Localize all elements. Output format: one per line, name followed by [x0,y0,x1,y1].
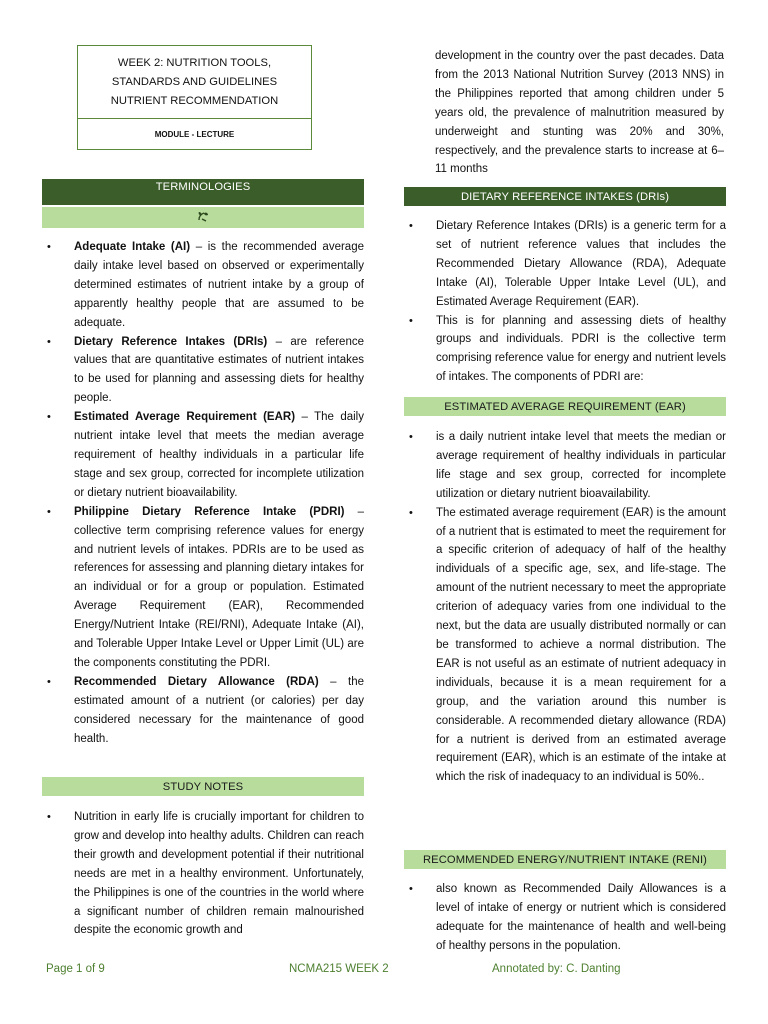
term-name: Adequate Intake (AI) [74,241,191,253]
term-definition: – are reference values that are quantitative estimates of nutrient intakes to be used for planning and assessing diets for healthy people. [74,335,364,405]
bullet-text: also known as Recommended Daily Allowances is a level of intake of energy or nutrient which is considered adequate for the maintenance of health and well-being of healthy persons in the population. [436,883,726,952]
bullet-icon: • [409,506,413,519]
dri-header [404,187,726,206]
bullet-text: Nutrition in early life is crucially important for children to grow and develop into healthy adults. Children can reach their growth and development potential if their nutritional needs are met in a healthy environment. Unfortunately, the Philippines is one of the countries in the world where a significant number of children remain malnourished despite the economic growth and [74,811,364,937]
continuation-paragraph: development in the country over the past decades. Data from the 2013 National Nutrition Survey (2013 NNS) in the Philippines reported that among children under 5 years old, the prevalence of malnutrition measured by underweight and stunting was 20% and 30%, respectively, and the prevalence starts to increase at 6–11 months [435,50,724,176]
reni-header [404,850,726,869]
sprout-icon [196,209,210,226]
term-item [42,673,364,749]
term-definition: – collective term comprising reference values for energy and nutrient levels of intakes. PDRIs are to be used as references for assessing and planning dietary intakes for an individual or for a group or population. Estimated Average Requirement (EAR), Recommended Energy/Nutrient Intake (REI/RNI), Adequate Intake (AI), and Tolerable Upper Intake Level or Upper Limit (UL) are the components constituting the PDRI. [74,505,365,669]
bullet-icon: • [47,335,51,348]
dri-item [404,217,726,312]
terminologies-icon-bar [42,207,364,228]
term-name: Philippine Dietary Reference Intake (PDRI) [74,505,345,518]
footer-course: NCMA215 WEEK 2 [289,963,389,975]
reni-list [404,880,726,956]
bullet-icon: • [409,883,413,895]
footer-annotator: Annotated by: C. Danting [492,963,621,975]
dri-item [404,312,726,388]
term-name: Estimated Average Requirement (EAR) [74,411,296,424]
reni-title: RECOMMENDED ENERGY/NUTRIENT INTAKE (RENI) [422,853,707,866]
bullet-icon: • [409,431,413,443]
ear-item [404,504,726,788]
dri-list [404,217,726,387]
bullet-text: This is for planning and assessing diets of healthy groups and individuals. PDRI is the collective term comprising reference value for energy and nutrient levels of intakes. The components of PDRI are: [436,314,726,384]
study-note-item [42,808,364,940]
study-notes-title: STUDY NOTES [162,780,244,793]
terminologies-title: TERMINOLOGIES [155,181,251,193]
bullet-icon: • [47,675,51,688]
reni-item [404,880,726,956]
bullet-icon: • [409,314,413,327]
ear-title: ESTIMATED AVERAGE REQUIREMENT (EAR) [444,400,686,413]
term-name: Recommended Dietary Allowance (RDA) [74,675,319,688]
ear-item [404,428,726,504]
study-notes-list [42,808,364,940]
term-item [42,238,364,333]
ear-header [404,397,726,416]
bullet-text: Dietary Reference Intakes (DRIs) is a generic term for a set of nutrient reference values that includes the Recommended Dietary Allowance (RDA), Adequate Intake (AI), Tolerable Upper Intake Level (UL), and Estimated Average Requirement (EAR). [436,220,726,308]
bullet-icon: • [47,241,51,253]
term-item [42,333,364,409]
module-label: MODULE - LECTURE [154,129,235,139]
term-item [42,503,364,673]
bullet-icon: • [47,505,51,518]
terminologies-header [42,179,364,205]
bullet-icon: • [47,411,51,424]
term-definition: – is the recommended average daily intake level based on observed or experimentally determined estimates of nutrient intake by a group of apparently healthy people that are assumed to be adequate. [74,241,364,329]
document-title: WEEK 2: NUTRITION TOOLS, STANDARDS AND GUIDELINES NUTRIENT RECOMMENDATION [78,46,311,119]
term-item [42,408,364,503]
bullet-text: The estimated average requirement (EAR) is the amount of a nutrient that is estimated to meet the requirement for a specific criterion of adequacy of half of the healthy individuals of a specific age, sex, and life-stage. The amount of the nutrient necessary to meet the appropriate criterion of adequacy varies from one individual to the next, but the data are usually distributed normally or can be transformed to achieve a normal distribution. The EAR is not useful as an estimate of nutrient adequacy in individuals, because it is a mean requirement for a group, and the variation around this number is considerable. A recommended dietary allowance (RDA) for a nutrient is derived from an estimated average requirement (EAR), which is an estimate of the intake at which the risk of inadequacy to an individual is 50%.. [436,506,726,784]
bullet-icon: • [47,811,51,823]
bullet-icon: • [409,220,413,232]
term-definition: – The daily nutrient intake level that meets the median average requirement of healthy individuals in a particular life stage and sex group, corrected for incomplete utilization or dietary nutrient bioavailability. [74,411,364,499]
footer-page-number: Page 1 of 9 [46,963,105,975]
title-box [77,45,312,150]
ear-list [404,428,726,787]
term-definition: – the estimated amount of a nutrient (or calories) per day considered necessary for the maintenance of good health. [74,675,364,745]
study-notes-header [42,777,364,796]
dri-title: DIETARY REFERENCE INTAKES (DRIs) [460,190,670,203]
bullet-text: is a daily nutrient intake level that meets the median or average requirement of healthy individuals in particular life stage and sex group, corrected for incomplete utilization or dietary nutrient bioavailability. [436,431,726,500]
terms-list [42,238,364,748]
term-name: Dietary Reference Intakes (DRIs) [74,335,268,348]
